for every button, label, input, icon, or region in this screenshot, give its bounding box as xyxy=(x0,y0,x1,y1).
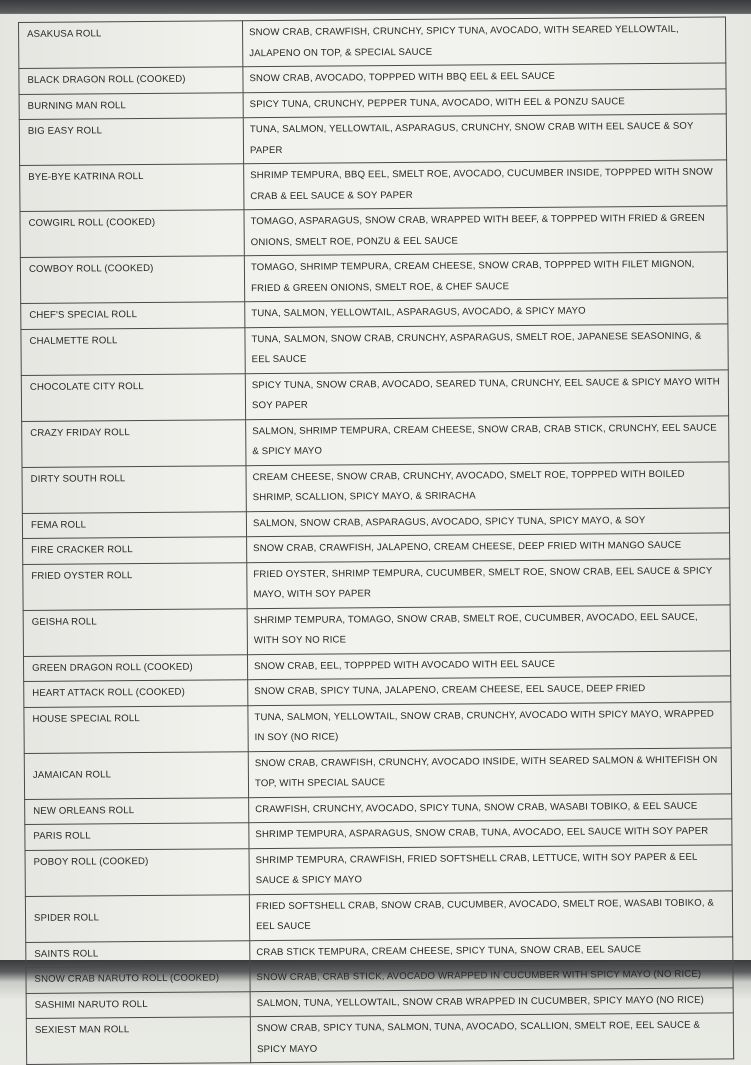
roll-name: COWBOY ROLL (COOKED) xyxy=(20,256,244,304)
roll-name: GREEN DRAGON ROLL (COOKED) xyxy=(23,654,247,681)
roll-ingredients: FRIED OYSTER, SHRIMP TEMPURA, CUCUMBER, SMELT ROE, SNOW CRAB, EEL SAUCE & SPICY MAYO, WITH SOY PAPER xyxy=(247,558,730,608)
roll-name: SEXIEST MAN ROLL xyxy=(26,1017,250,1065)
roll-name: GEISHA ROLL xyxy=(23,608,247,656)
roll-name: SPIDER ROLL xyxy=(25,894,249,942)
roll-ingredients: SNOW CRAB, CRAB STICK, AVOCADO WRAPPED IN CUCUMBER WITH SPICY MAYO (NO RICE) xyxy=(250,962,733,991)
roll-ingredients: SNOW CRAB, EEL, TOPPPED WITH AVOCADO WITH EEL SAUCE xyxy=(247,650,730,679)
roll-ingredients: SNOW CRAB, CRAWFISH, JALAPENO, CREAM CHEESE, DEEP FRIED WITH MANGO SAUCE xyxy=(247,533,730,562)
table-row xyxy=(20,206,727,258)
roll-name: CHALMETTE ROLL xyxy=(21,327,245,375)
table-row xyxy=(20,160,727,212)
table-row xyxy=(21,323,728,375)
roll-name: FEMA ROLL xyxy=(22,511,246,538)
roll-name: NEW ORLEANS ROLL xyxy=(25,797,249,824)
roll-ingredients: CRAB STICK TEMPURA, CREAM CHEESE, SPICY TUNA, SNOW CRAB, EEL SAUCE xyxy=(250,936,733,965)
table-row xyxy=(24,747,731,799)
roll-ingredients: SHRIMP TEMPURA, TOMAGO, SNOW CRAB, SMELT ROE, CUCUMBER, AVOCADO, EEL SAUCE, WITH SOY NO RICE xyxy=(247,604,730,654)
roll-ingredients: TUNA, SALMON, SNOW CRAB, CRUNCHY, ASPARAGUS, SMELT ROE, JAPANESE SEASONING, & EEL SAUCE xyxy=(245,323,728,373)
roll-ingredients: SHRIMP TEMPURA, ASPARAGUS, SNOW CRAB, TUNA, AVOCADO, EEL SAUCE WITH SOY PAPER xyxy=(249,819,732,848)
roll-ingredients: CRAWFISH, CRUNCHY, AVOCADO, SPICY TUNA, SNOW CRAB, WASABI TOBIKO, & EEL SAUCE xyxy=(249,793,732,822)
roll-name: SNOW CRAB NARUTO ROLL (COOKED) xyxy=(26,966,250,993)
table-row xyxy=(22,415,729,467)
roll-ingredients: TUNA, SALMON, YELLOWTAIL, SNOW CRAB, CRUNCHY, AVOCADO WITH SPICY MAYO, WRAPPED IN SOY (NO RICE) xyxy=(248,701,731,751)
roll-name: CHEF'S SPECIAL ROLL xyxy=(21,302,245,329)
roll-ingredients: SPICY TUNA, CRUNCHY, PEPPER TUNA, AVOCADO, WITH EEL & PONZU SAUCE xyxy=(243,88,726,117)
roll-name: SASHIMI NARUTO ROLL xyxy=(26,991,250,1018)
roll-name: HOUSE SPECIAL ROLL xyxy=(24,705,248,753)
roll-name: PARIS ROLL xyxy=(25,823,249,850)
roll-menu-table xyxy=(18,16,734,1065)
roll-name: ASAKUSA ROLL xyxy=(19,21,243,69)
roll-name: POBOY ROLL (COOKED) xyxy=(25,848,249,896)
roll-ingredients: SNOW CRAB, CRAWFISH, CRUNCHY, SPICY TUNA, AVOCADO, WITH SEARED YELLOWTAIL, JALAPENO ON TOP, & SPECIAL SAUCE xyxy=(242,17,725,67)
roll-ingredients: SPICY TUNA, SNOW CRAB, AVOCADO, SEARED TUNA, CRUNCHY, EEL SAUCE & SPICY MAYO WITH SOY PAPER xyxy=(245,369,728,419)
roll-ingredients: SALMON, SHRIMP TEMPURA, CREAM CHEESE, SNOW CRAB, CRAB STICK, CRUNCHY, EEL SAUCE & SPICY MAYO xyxy=(246,415,729,465)
table-row xyxy=(24,701,731,753)
roll-ingredients: SNOW CRAB, SPICY TUNA, SALMON, TUNA, AVOCADO, SCALLION, SMELT ROE, EEL SAUCE & SPICY MAYO xyxy=(250,1013,733,1063)
roll-ingredients: TUNA, SALMON, YELLOWTAIL, ASPARAGUS, CRUNCHY, SNOW CRAB WITH EEL SAUCE & SOY PAPER xyxy=(243,114,726,164)
roll-name: BIG EASY ROLL xyxy=(19,118,243,166)
roll-ingredients: CREAM CHEESE, SNOW CRAB, CRUNCHY, AVOCADO, SMELT ROE, TOPPPED WITH BOILED SHRIMP, SCALLION, SPICY MAYO, & SRIRACHA xyxy=(246,461,729,511)
roll-ingredients: SNOW CRAB, CRAWFISH, CRUNCHY, AVOCADO INSIDE, WITH SEARED SALMON & WHITEFISH ON TOP, WITH SPECIAL SAUCE xyxy=(248,747,731,797)
table-row xyxy=(25,890,732,942)
table-row xyxy=(20,252,727,304)
roll-name: BLACK DRAGON ROLL (COOKED) xyxy=(19,67,243,94)
roll-ingredients: SHRIMP TEMPURA, BBQ EEL, SMELT ROE, AVOCADO, CUCUMBER INSIDE, TOPPPED WITH SNOW CRAB & EEL SAUCE & SOY PAPER xyxy=(244,160,727,210)
roll-name: BYE-BYE KATRINA ROLL xyxy=(20,164,244,212)
table-row xyxy=(21,369,728,421)
roll-name: COWGIRL ROLL (COOKED) xyxy=(20,210,244,258)
roll-name: SAINTS ROLL xyxy=(26,940,250,967)
table-row xyxy=(23,558,730,610)
table-row xyxy=(22,461,729,513)
roll-ingredients: TOMAGO, SHRIMP TEMPURA, CREAM CHEESE, SNOW CRAB, TOPPPED WITH FILET MIGNON, FRIED & GREEN ONIONS, SMELT ROE, & CHEF SAUCE xyxy=(244,252,727,302)
roll-ingredients: SNOW CRAB, SPICY TUNA, JALAPENO, CREAM CHEESE, EEL SAUCE, DEEP FRIED xyxy=(248,676,731,705)
roll-name: CRAZY FRIDAY ROLL xyxy=(22,419,246,467)
roll-name: FRIED OYSTER ROLL xyxy=(23,562,247,610)
roll-ingredients: SHRIMP TEMPURA, CRAWFISH, FRIED SOFTSHELL CRAB, LETTUCE, WITH SOY PAPER & EEL SAUCE & SPICY MAYO xyxy=(249,844,732,894)
roll-name: JAMAICAN ROLL xyxy=(24,751,248,799)
roll-ingredients: SALMON, TUNA, YELLOWTAIL, SNOW CRAB WRAPPED IN CUCUMBER, SPICY MAYO (NO RICE) xyxy=(250,987,733,1016)
table-row xyxy=(26,1013,733,1065)
roll-name: BURNING MAN ROLL xyxy=(19,92,243,119)
table-row xyxy=(25,844,732,896)
roll-name: DIRTY SOUTH ROLL xyxy=(22,465,246,513)
roll-ingredients: SNOW CRAB, AVOCADO, TOPPPED WITH BBQ EEL & EEL SAUCE xyxy=(243,63,726,92)
roll-name: CHOCOLATE CITY ROLL xyxy=(21,373,245,421)
roll-ingredients: TUNA, SALMON, YELLOWTAIL, ASPARAGUS, AVOCADO, & SPICY MAYO xyxy=(245,298,728,327)
table-row xyxy=(19,17,726,69)
roll-name: FIRE CRACKER ROLL xyxy=(23,537,247,564)
table-row xyxy=(23,604,730,656)
roll-ingredients: SALMON, SNOW CRAB, ASPARAGUS, AVOCADO, SPICY TUNA, SPICY MAYO, & SOY xyxy=(246,507,729,536)
roll-ingredients: TOMAGO, ASPARAGUS, SNOW CRAB, WRAPPED WITH BEEF, & TOPPPED WITH FRIED & GREEN ONIONS, SMELT ROE, PONZU & EEL SAUCE xyxy=(244,206,727,256)
roll-name: HEART ATTACK ROLL (COOKED) xyxy=(24,680,248,707)
roll-ingredients: FRIED SOFTSHELL CRAB, SNOW CRAB, CUCUMBER, AVOCADO, SMELT ROE, WASABI TOBIKO, & EEL SAUCE xyxy=(249,890,732,940)
table-row xyxy=(19,114,726,166)
